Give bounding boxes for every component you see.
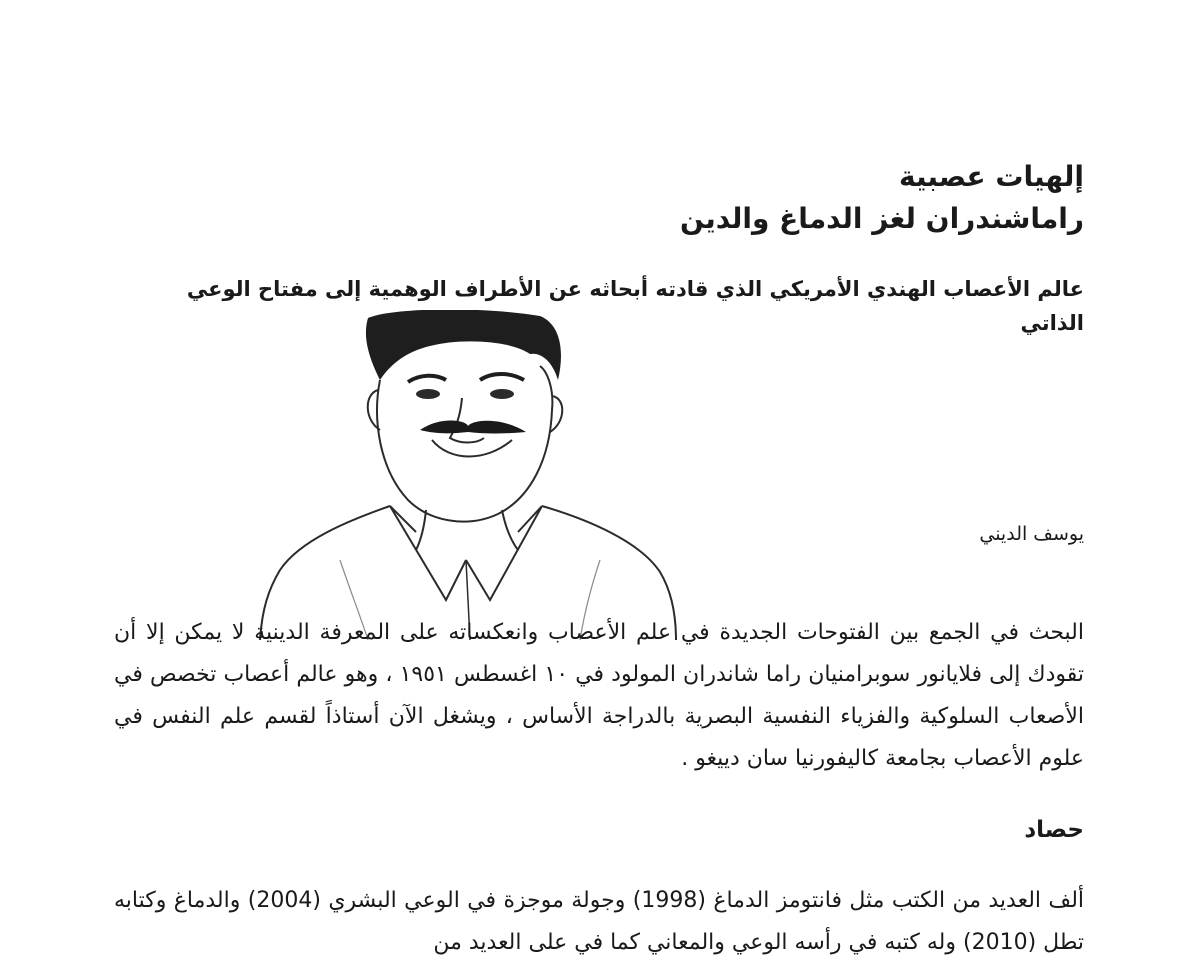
article-kicker: إلهيات عصبية — [899, 160, 1084, 193]
intro-paragraph: البحث في الجمع بين الفتوحات الجديدة في علم الأعصاب وانعكساته على المعرفة الدينية لا يمكن إلا أن تقودك إلى فلايانور سوبرامنيان راما شاندران المولود في ١٠ اغسطس ١٩٥١ ، وهو عالم أعصاب تخصص في الأصعاب السلوكية والفزياء النفسية البصرية بالدراجة الأساس ، ويشغل الآن أستاذاً لقسم علم النفس في علوم الأعصاب بجامعة كاليفورنيا سان دييغو . — [114, 620, 1084, 771]
article-title: راماشندران لغز الدماغ والدين — [680, 202, 1084, 235]
article-subtitle: عالم الأعصاب الهندي الأمريكي الذي قادته أبحاثه عن الأطراف الوهمية إلى مفتاح الوعي الذاتي — [186, 277, 1084, 335]
second-paragraph: ألف العديد من الكتب مثل فانتومز الدماغ (1998) وجولة موجزة في الوعي البشري (2004) والدماغ وكتابه تطل (2010) وله كتبه في رأسه الوعي والمعاني كما في على العديد من — [114, 888, 1085, 955]
portrait-sketch — [240, 310, 690, 640]
section-heading: حصاد — [1024, 817, 1084, 843]
author-name: يوسف الديني — [979, 523, 1084, 545]
title-block — [384, 156, 1084, 240]
